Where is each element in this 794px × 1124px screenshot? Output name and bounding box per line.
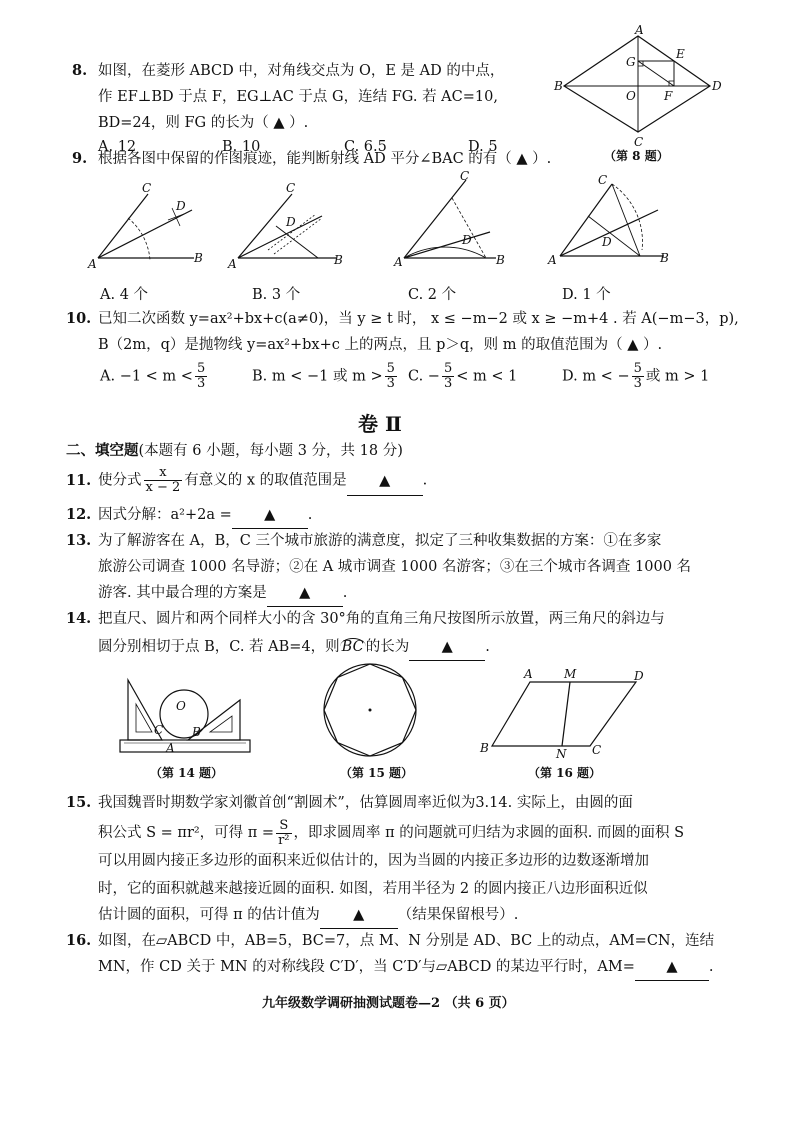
section-title: 卷 Ⅱ (358, 412, 402, 436)
arc-bc: BC (341, 639, 364, 655)
q8-line1: 如图，在菱形 ABCD 中，对角线交点为 O，E 是 AD 的中点， (98, 63, 505, 79)
q15-line1: 我国魏晋时期数学家刘徽首创“割圆术”，估算圆周率近似为3.14. 实际上，由圆的面 (98, 795, 633, 811)
section-heading: 二、填空题(本题有 6 小题，每小题 3 分，共 18 分) (66, 442, 403, 459)
q16-label-b: B (480, 741, 489, 755)
q13-number: 13. (66, 532, 92, 549)
q14-label-o: O (176, 699, 186, 713)
q8-label-d: D (712, 79, 722, 93)
q16-line1: 如图，在▱ABCD 中，AB=5，BC=7，点 M、N 分别是 AD、BC 上的动点，AM=CN，连结 (98, 933, 715, 949)
q16-figure-caption: （第 16 题） (528, 766, 602, 780)
q9-f2-label-c: C (286, 181, 296, 195)
q15-figure-caption: （第 15 题） (340, 766, 414, 780)
q16-label-d: D (634, 669, 644, 683)
q14-label-b: B (192, 725, 201, 739)
q15-line3: 可以用圆内接正多边形的面积来近似估计的，因为当圆的内接正多边形的边数逐渐增加 (98, 853, 649, 869)
q9-f4-label-a: A (548, 253, 557, 267)
q8-label-o: O (626, 89, 636, 103)
q15-line4: 时，它的面积就越来越接近圆的面积. 如图，若用半径为 2 的圆内接正八边形面积近似 (98, 881, 648, 897)
q13-line1: 为了解游客在 A，B，C 三个城市旅游的满意度，拟定了三种收集数据的方案：①在多家 (98, 533, 662, 549)
q8-label-a: A (635, 23, 644, 37)
q8-option-a: A. 12 (98, 139, 137, 155)
q9-f3-label-b: B (496, 253, 505, 267)
q9-number: 9. (72, 150, 88, 167)
q15-line5: 估计圆的面积，可得 π 的估计值为 ▲ （结果保留根号）. (98, 902, 518, 929)
q8-label-e: E (676, 47, 685, 61)
q16-label-c: C (592, 743, 602, 757)
q16-label-a: A (524, 667, 533, 681)
q9-option-a: A. 4 个 (100, 287, 149, 303)
q9-text: 根据各图中保留的作图痕迹，能判断射线 AD 平分∠BAC 的有（ ▲ ）. (98, 151, 552, 167)
q9-option-c: C. 2 个 (408, 287, 457, 303)
q13-answer-blank[interactable]: ▲ (267, 580, 343, 607)
q9-option-b: B. 3 个 (252, 287, 301, 303)
q15-octagon-figure (320, 660, 420, 760)
q10-line1: 已知二次函数 y=ax²+bx+c(a≠0)，当 y ≥ t 时， x ≤ −m−2 或 x ≥ −m+4 . 若 A(−m−3，p), (98, 311, 739, 327)
q9-figure-2 (226, 180, 356, 270)
q10-number: 10. (66, 310, 92, 327)
q16-answer-blank[interactable]: ▲ (635, 954, 709, 981)
q9-f4-label-c: C (598, 173, 608, 187)
q9-figure-1 (88, 180, 218, 270)
q8-option-b: B. 10 (222, 139, 261, 155)
q9-f2-label-d: D (286, 215, 296, 229)
q15-line2: 积公式 S = πr²，可得 π = $\frac{S}{\text{r²}}$ ，即求圆周率 π 的问题就可归结为求圆的面积. 而圆的面积 S (98, 817, 685, 848)
q14-answer-blank[interactable]: ▲ (409, 634, 485, 661)
q9-f1-label-d: D (176, 199, 186, 213)
q16-label-n: N (556, 747, 567, 761)
page-footer: 九年级数学调研抽测试题卷—2 （共 6 页） (262, 996, 515, 1011)
q8-label-g: G (626, 55, 636, 69)
q15-answer-blank[interactable]: ▲ (320, 902, 398, 929)
q8-label-f: F (664, 89, 673, 103)
q10-option-b: B. m < −1 或 m > $\frac{5}{3}$ (252, 361, 395, 391)
q14-figure (118, 670, 258, 760)
q8-label-b: B (554, 79, 563, 93)
q9-f3-label-d: D (462, 233, 472, 247)
q8-line3: BD=24，则 FG 的长为（ ▲ ）. (98, 115, 309, 131)
q16-parallelogram-figure (480, 667, 660, 761)
q12-line: 12. 因式分解：a²+2a = ▲ . (66, 502, 312, 529)
q8-figure-caption: （第 8 题） (604, 149, 669, 163)
q13-line2: 旅游公司调查 1000 名导游；②在 A 城市调查 1000 名游客；③在三个城市各调查 1000 名 (98, 559, 692, 575)
q11-answer-blank[interactable]: ▲ (347, 467, 423, 496)
q9-f4-label-b: B (660, 251, 669, 265)
q9-f4-label-d: D (602, 235, 612, 249)
q9-figure-4 (548, 170, 678, 270)
q8-label-c: C (634, 135, 644, 149)
q9-f1-label-b: B (194, 251, 203, 265)
q9-f1-label-a: A (88, 257, 97, 271)
q9-f2-label-b: B (334, 253, 343, 267)
q8-option-d: D. 5 (468, 139, 498, 155)
q10-option-c: C. − $\frac{5}{3}$ < m < 1 (408, 361, 518, 391)
q9-option-d: D. 1 个 (562, 287, 611, 303)
q14-line2: 圆分别相切于点 B，C. 若 AB=4，则 BC 的长为 ▲ . (98, 634, 490, 661)
q15-number: 15. (66, 794, 92, 811)
q8-rhombus-figure (552, 23, 752, 149)
q9-f2-label-a: A (228, 257, 237, 271)
q14-label-c: C (154, 723, 164, 737)
q16-number: 16. (66, 932, 92, 949)
q16-label-m: M (564, 667, 577, 681)
q13-line3: 游客. 其中最合理的方案是 ▲ . (98, 580, 347, 607)
q14-number: 14. (66, 610, 92, 627)
q9-f3-label-a: A (394, 255, 403, 269)
q14-label-a: A (166, 741, 175, 755)
q10-option-a: A. −1 < m < $\frac{5}{3}$ (100, 361, 206, 391)
q8-number: 8. (72, 62, 88, 79)
q10-option-d: D. m < − $\frac{5}{3}$ 或 m > 1 (562, 361, 710, 391)
q8-line2: 作 EF⊥BD 于点 F，EG⊥AC 于点 G，连结 FG. 若 AC=10, (98, 89, 498, 105)
q14-figure-caption: （第 14 题） (150, 766, 224, 780)
q8-option-c: C. 6.5 (344, 139, 387, 155)
q11-line: 11. 使分式 $\frac{x}{x - 2}$ 有意义的 x 的取值范围是 ▲ . (66, 465, 428, 495)
q10-line2: B（2m，q）是抛物线 y=ax²+bx+c 上的两点，且 p＞q，则 m 的取值范围为（ ▲ ）. (98, 337, 663, 353)
q14-line1: 把直尺、圆片和两个同样大小的含 30°角的直角三角尺按图所示放置，两三角尺的斜边与 (98, 611, 665, 627)
q12-answer-blank[interactable]: ▲ (232, 502, 308, 529)
q9-f1-label-c: C (142, 181, 152, 195)
q9-figure-3 (392, 170, 522, 270)
q16-line2: MN，作 CD 关于 MN 的对称线段 C′D′，当 C′D′与▱ABCD 的某边平行时，AM= ▲ . (98, 954, 714, 981)
q9-f3-label-c: C (460, 169, 470, 183)
